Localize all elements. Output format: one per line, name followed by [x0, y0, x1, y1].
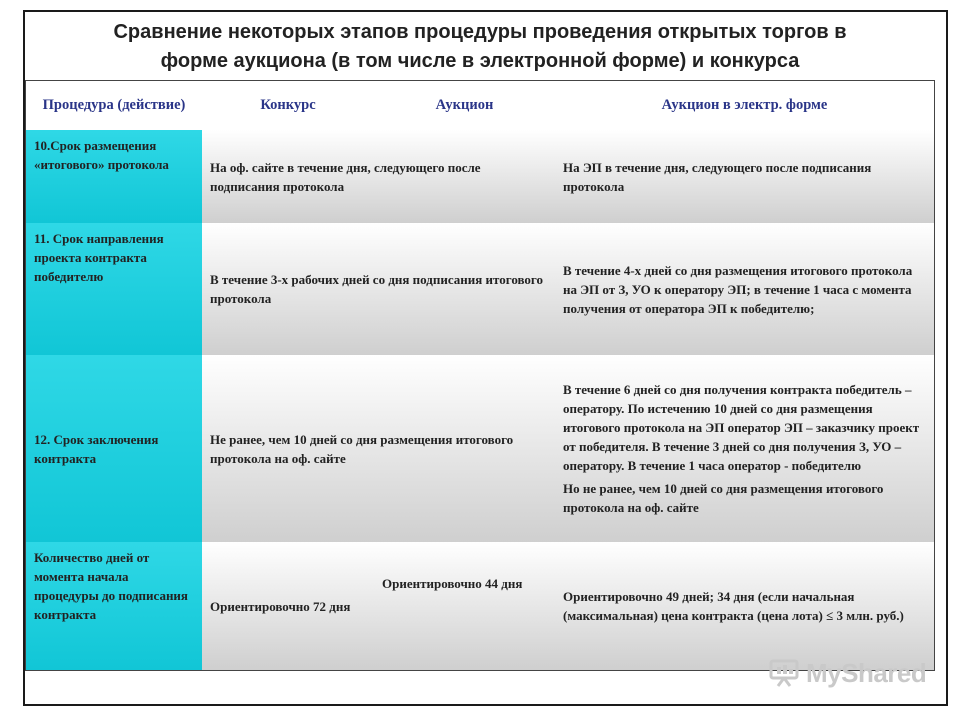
row-10-contest-auction	[202, 130, 556, 224]
row-11-procedure-text: 11. Срок направления проекта контракта победителю	[34, 231, 164, 284]
row-10-e-auction	[555, 130, 935, 224]
title-line-2: форме аукциона (в том числе в электронной форме) и конкурса	[160, 50, 800, 72]
page-title	[0, 18, 960, 76]
row-10-procedure	[25, 130, 203, 224]
row-days-procedure-text: Количество дней от момента начала процедуры до подписания контракта	[34, 550, 188, 622]
row-12-procedure	[25, 355, 203, 543]
header-contest	[202, 80, 375, 131]
row-11-e-auction	[555, 223, 935, 356]
row-11-procedure	[25, 223, 203, 356]
row-11-e-auction-text: В течение 4-х дней со дня размещения итогового протокола на ЭП от З, УО к оператору ЭП; в течение 1 часа с момента получения от оператора ЭП к победителю;	[563, 262, 913, 316]
header-auction	[374, 80, 556, 131]
row-days-procedure	[25, 542, 203, 671]
row-12-contest-auction-text: Не ранее, чем 10 дней со дня размещения итогового протокола на оф. сайте	[210, 431, 514, 466]
row-days-auction	[374, 542, 556, 671]
header-e-auction	[555, 80, 935, 131]
header-procedure	[25, 80, 203, 131]
row-10-contest-auction-text: На оф. сайте в течение дня, следующего после подписания протокола	[210, 159, 481, 194]
row-11-contest-auction	[202, 223, 556, 356]
row-days-contest	[202, 542, 375, 671]
row-days-e-auction-text: Ориентировочно 49 дней; 34 дня (если начальная (максимальная) цена контракта (цена лота) ≤ 3 млн. руб.)	[563, 589, 904, 623]
row-10-e-auction-text: На ЭП в течение дня, следующего после подписания протокола	[563, 159, 872, 194]
row-12-e-auction	[555, 355, 935, 543]
row-11-contest-auction-text: В течение 3-х рабочих дней со дня подписания итогового протокола	[210, 272, 544, 306]
header-auction-label: Аукцион	[435, 97, 494, 113]
header-e-auction-label: Аукцион в электр. форме	[661, 97, 828, 113]
row-days-e-auction	[555, 542, 935, 671]
comparison-table	[25, 80, 935, 670]
row-10-procedure-text: 10.Срок размещения «итогового» протокола	[34, 138, 169, 172]
header-procedure-label: Процедура (действие)	[42, 97, 186, 113]
row-12-contest-auction	[202, 355, 556, 543]
watermark	[768, 656, 926, 690]
watermark-text: MyShared	[806, 657, 927, 688]
row-12-e-auction-text-1: В течение 6 дней со дня получения контракта победитель – оператору. По истечению 10 дней со дня размещения итогового протокола на ЭП оператор ЭП – заказчику проект от победителя. В течение 3 дней со дня получения З, УО – оператору. В течение 1 часа оператор - победителю	[563, 382, 920, 473]
row-days-contest-text: Ориентировочно 72 дня	[210, 598, 351, 614]
row-days-auction-text: Ориентировочно 44 дня	[382, 576, 523, 591]
presentation-icon	[768, 658, 800, 688]
header-contest-label: Конкурс	[260, 97, 316, 113]
title-line-1: Сравнение некоторых этапов процедуры проведения открытых торгов в	[113, 21, 847, 43]
row-12-procedure-text: 12. Срок заключения контракта	[34, 431, 159, 466]
row-12-e-auction-text-2: Но не ранее, чем 10 дней со дня размещения итогового протокола на оф. сайте	[563, 481, 884, 515]
